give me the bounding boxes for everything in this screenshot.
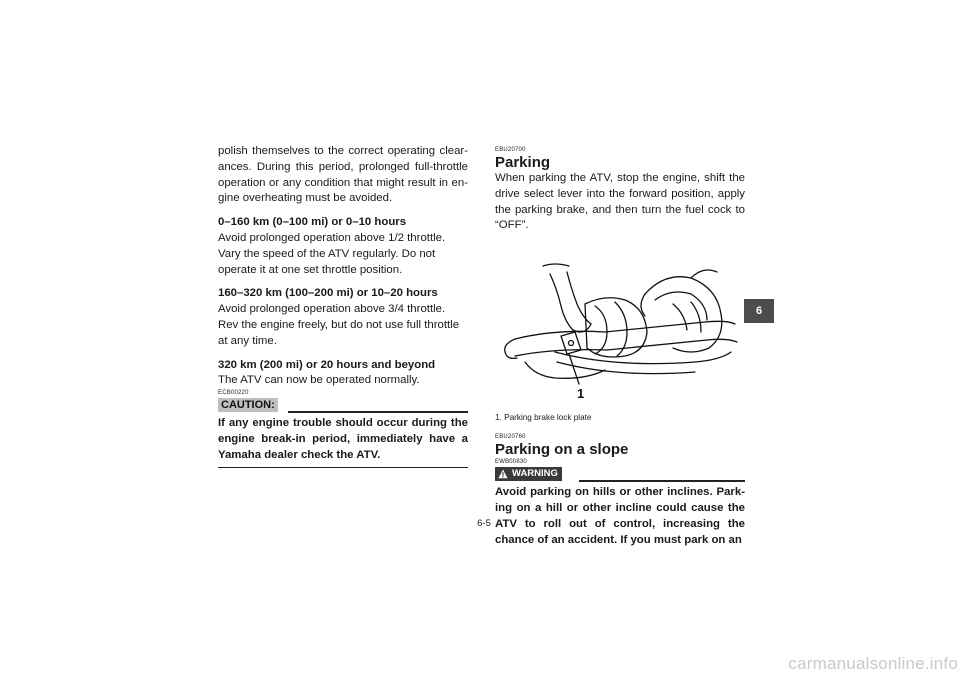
parking-body: When parking the ATV, stop the engine, shift the drive select lever into the forward position, apply the parking brake, and then turn the fuel cock to “OFF”.	[495, 172, 745, 232]
breakin-stage-3-heading: 320 km (200 mi) or 20 hours and beyond	[218, 358, 436, 371]
warning-code: EWB00830	[495, 459, 527, 466]
warning-triangle-icon	[498, 469, 508, 479]
caution-end-rule	[218, 467, 468, 469]
page-number: 6-5	[477, 518, 491, 529]
slope-code: EBU20760	[495, 434, 526, 441]
right-column	[495, 146, 745, 548]
breakin-stage-2-heading: 160–320 km (100–200 mi) or 10–20 hours	[218, 287, 438, 300]
parking-title: Parking	[495, 154, 551, 171]
breakin-stage-1-heading: 0–160 km (0–100 mi) or 0–10 hours	[218, 216, 407, 229]
warning-label: WARNING	[512, 468, 558, 480]
figure-caption: 1. Parking brake lock plate	[495, 413, 592, 423]
caution-body: If any engine trouble should occur during the engine break-in period, immediately have a Yamaha dealer check the ATV.	[218, 417, 468, 461]
warning-body: Avoid parking on hills or other inclines. Park- ing on a hill or other incline could cause the ATV to roll out of control, increasing the chance of an accident. If you must park on an	[495, 486, 745, 546]
caution-header	[218, 398, 468, 414]
warning-label-box	[495, 467, 562, 481]
slope-title: Parking on a slope	[495, 441, 629, 459]
intro-paragraph: polish themselves to the correct operating clear- ances. During this period, prolonged full-throttle operation or any condition that might result in en- gine overheating must be avoided.	[218, 145, 468, 205]
chapter-tab: 6	[744, 299, 774, 323]
caution-label: CAUTION:	[218, 398, 278, 412]
breakin-stage-2-body: Avoid prolonged operation above 3/4 throttle. Rev the engine freely, but do not use full throttle at any time.	[218, 303, 460, 347]
caution-code: ECB00220	[218, 390, 249, 397]
warning-rule	[579, 480, 745, 482]
breakin-stage-1-body: Avoid prolonged operation above 1/2 throttle. Vary the speed of the ATV regularly. Do not operate it at one set throttle position.	[218, 231, 446, 276]
caution-rule	[288, 411, 468, 413]
figure-callout-label: 1	[577, 386, 585, 402]
watermark: carmanualsonline.info	[788, 654, 958, 673]
warning-header	[495, 467, 745, 483]
breakin-stage-3-body: The ATV can now be operated normally.	[218, 374, 420, 387]
left-column	[218, 144, 468, 468]
parking-brake-illustration	[495, 244, 745, 404]
parking-code: EBU20700	[495, 147, 526, 153]
